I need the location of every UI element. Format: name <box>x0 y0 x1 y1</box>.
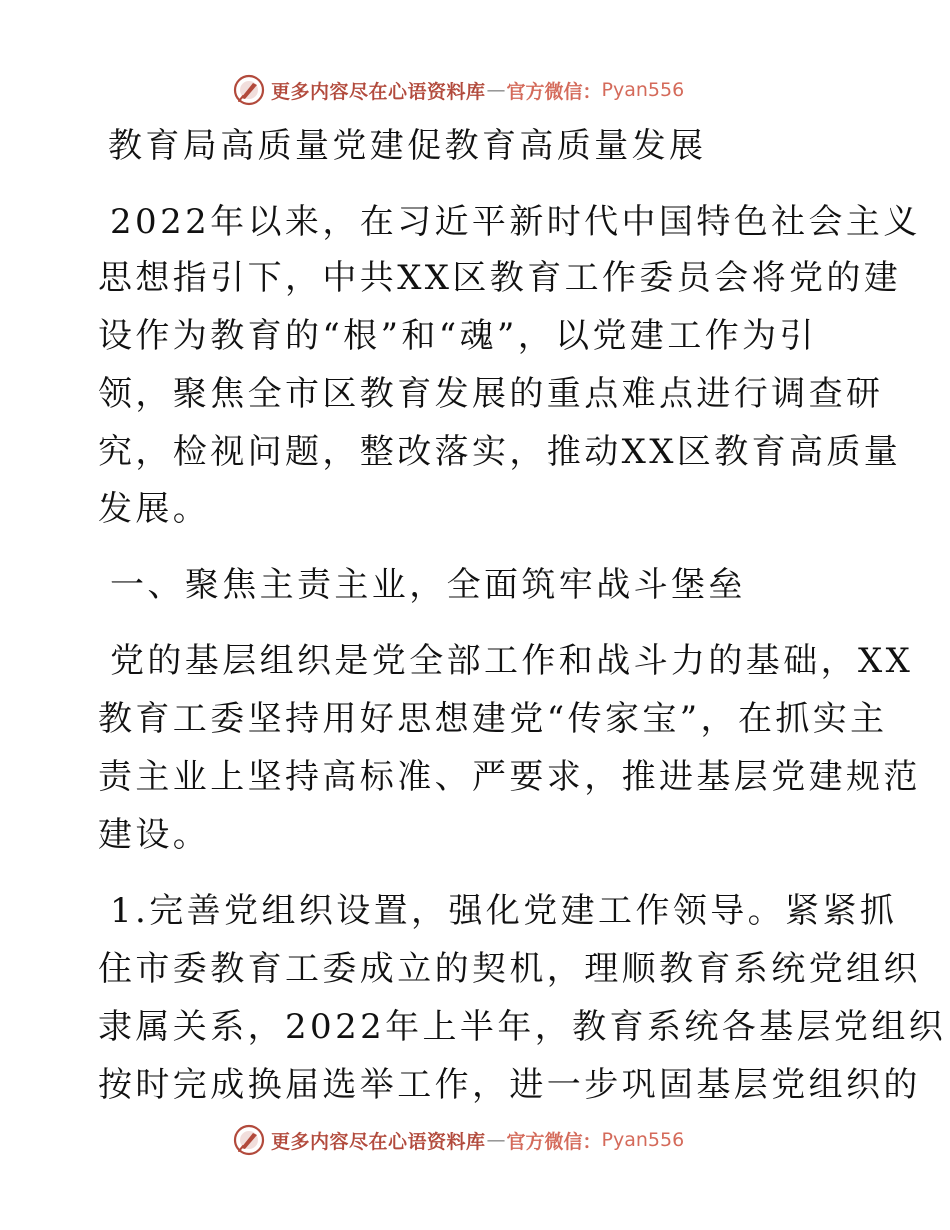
watermark-text: 更多内容尽在心语资料库 <box>271 80 486 103</box>
watermark-dash: — <box>486 1129 506 1151</box>
section-heading-1: 一、聚焦主责主业，全面筑牢战斗堡垒 <box>110 565 746 605</box>
section-1-line-1: 党的基层组织是党全部工作和战斗力的基础，XX <box>110 641 914 681</box>
intro-line-4: 领，聚焦全市区教育发展的重点难点进行调查研 <box>98 374 884 414</box>
section-1-line-4: 建设。 <box>98 815 211 855</box>
watermark-wechat-label: 官方微信： <box>506 80 602 103</box>
item-1-line-3: 隶属关系，2022年上半年，教育系统各基层党组织 <box>98 1007 947 1047</box>
document-title: 教育局高质量党建促教育高质量发展 <box>108 126 707 166</box>
footer-watermark <box>233 1123 684 1157</box>
watermark-dash: — <box>486 79 506 101</box>
item-1-line-4: 按时完成换届选举工作，进一步巩固基层党组织的 <box>98 1065 921 1105</box>
section-1-line-2: 教育工委坚持用好思想建党“传家宝”，在抓实主 <box>98 699 888 739</box>
watermark-text: 更多内容尽在心语资料库 <box>271 1130 486 1153</box>
intro-line-1: 2022年以来，在习近平新时代中国特色社会主义 <box>110 202 921 242</box>
header-watermark <box>233 73 684 107</box>
section-1-line-3: 责主业上坚持高标准、严要求，推进基层党建规范 <box>98 757 921 797</box>
quill-seal-icon <box>233 1124 265 1156</box>
item-1-line-1: 1.完善党组织设置，强化党建工作领导。紧紧抓 <box>110 891 898 931</box>
item-1-line-2: 住市委教育工委成立的契机，理顺教育系统党组织 <box>98 949 921 989</box>
intro-line-6: 发展。 <box>98 489 211 529</box>
quill-seal-icon <box>233 74 265 106</box>
watermark-wechat-id: Pyan556 <box>601 1129 685 1151</box>
intro-line-2: 思想指引下，中共XX区教育工作委员会将党的建 <box>98 258 902 298</box>
watermark-wechat-label: 官方微信： <box>506 1130 602 1153</box>
intro-line-5: 究，检视问题，整改落实，推动XX区教育高质量 <box>98 432 902 472</box>
intro-line-3: 设作为教育的“根”和“魂”，以党建工作为引 <box>98 316 817 356</box>
watermark-wechat-id: Pyan556 <box>601 79 685 101</box>
